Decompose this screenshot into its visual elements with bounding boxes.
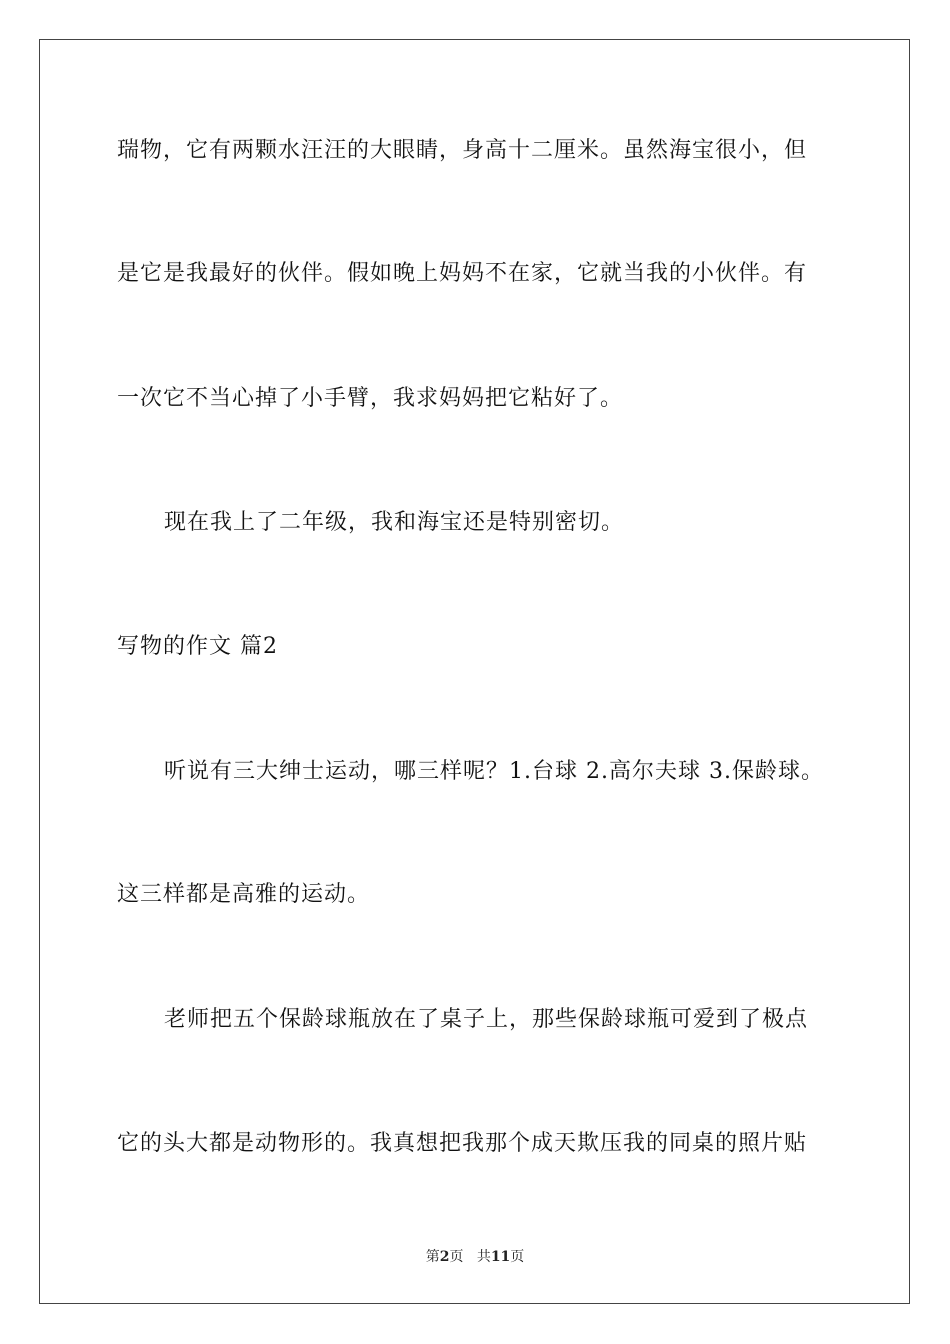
- footer-total-pages: 11: [490, 1249, 511, 1265]
- page-footer: [0, 1248, 950, 1266]
- footer-page-number: 2: [439, 1249, 450, 1265]
- body-paragraph-start: 听说有三大绅士运动，哪三样呢？1.台球 2.高尔夫球 3.保龄球。: [164, 759, 824, 784]
- body-paragraph-start: 老师把五个保龄球瓶放在了桌子上，那些保龄球瓶可爱到了极点: [164, 1007, 809, 1032]
- body-line-2: 是它是我最好的伙伴。假如晚上妈妈不在家，它就当我的小伙伴。有: [117, 261, 808, 286]
- body-line-9: 它的头大都是动物形的。我真想把我那个成天欺压我的同桌的照片贴: [117, 1131, 808, 1156]
- page-border: [39, 39, 910, 1304]
- footer-page-suffix: 页: [449, 1249, 464, 1265]
- footer-total-prefix: 共: [476, 1249, 491, 1265]
- section-heading: 写物的作文 篇2: [117, 634, 278, 659]
- body-line-1: 瑞物，它有两颗水汪汪的大眼睛，身高十二厘米。虽然海宝很小，但: [117, 138, 808, 163]
- body-paragraph-start: 现在我上了二年级，我和海宝还是特别密切。: [164, 510, 625, 535]
- body-line-7: 这三样都是高雅的运动。: [117, 882, 371, 907]
- footer-page-prefix: 第: [425, 1249, 440, 1265]
- body-line-3: 一次它不当心掉了小手臂，我求妈妈把它粘好了。: [117, 386, 624, 411]
- footer-total-suffix: 页: [510, 1249, 525, 1265]
